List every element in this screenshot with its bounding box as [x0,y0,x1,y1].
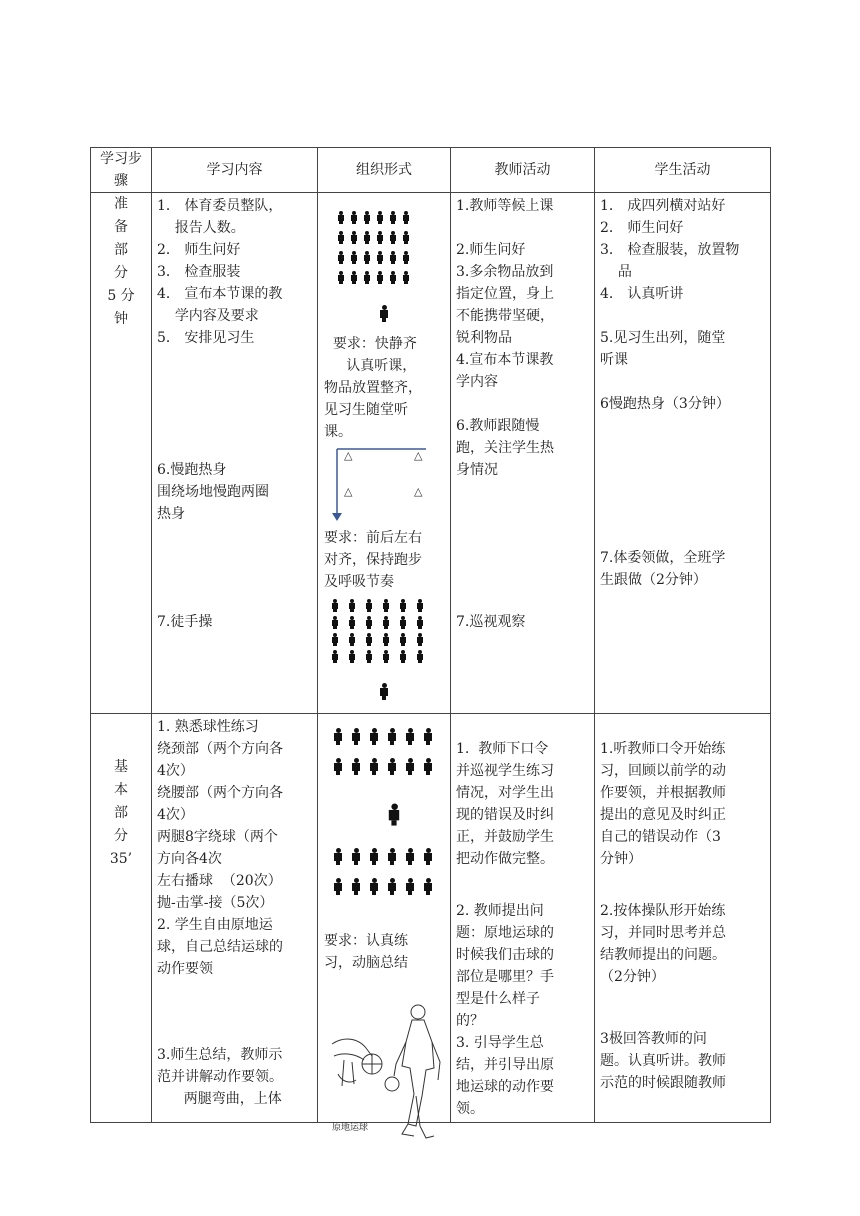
student-figure [332,599,338,612]
student-figure [366,650,372,663]
student-figure [334,848,342,865]
student-figure [370,848,378,865]
student-figure [364,211,370,224]
basic-teacher-cell [451,714,595,1123]
student-figure [370,878,378,895]
cone-triangle: △ [414,485,423,498]
student-figure [351,271,357,284]
header-content: 学习内容 [152,148,318,193]
student-figure [390,271,396,284]
student-figure [377,271,383,284]
student-figure [332,616,338,629]
student-figure [349,616,355,629]
prep-teacher-cell [451,193,595,714]
student-figure [383,616,389,629]
student-figure [424,878,432,895]
basic-org-cell [318,714,451,1133]
student-figure [351,231,357,244]
student-figure [377,231,383,244]
header-teacher: 教师活动 [451,148,595,193]
student-figure [351,251,357,264]
prep-step-line: 部 [114,242,128,258]
student-figure [377,211,383,224]
basic-teacher-figure [389,803,399,825]
student-figure [370,728,378,745]
student-figure [388,848,396,865]
header-student: 学生活动 [595,148,771,193]
prep-teacher-c: 6.教师跟随慢 跑，关注学生热 身情况 [456,418,554,478]
prep-content-a: 1． 体育委员整队， 报告人数。 2． 师生问好 3． 检查服装 4． 宣布本节课的教 学内容及要求 5． 安排见习生 [157,198,283,346]
basic-org-req: 要求：认真练 习，动脑总结 [324,933,408,971]
prep-org-req2: 要求：前后左右 对齐，保持跑步 及呼吸节奏 [324,530,422,590]
basic-step-cell [91,714,152,1123]
basic-student-c: 3极回答教师的问 题。认真听讲。教师 示范的时候跟随教师 [600,1031,726,1091]
student-figure [352,848,360,865]
basic-content-a: 1. 熟悉球性练习 绕颈部（两个方向各 4次） 绕腰部（两个方向各 4次） 两腿8字绕球（两个 方向各4次 左右播球 （20次） 抛-击掌-接（5次） 2. 学生自由原地运 球，自己总结运球的 动作要领 [157,719,283,977]
student-figure [417,616,423,629]
student-figure [406,728,414,745]
student-figure [406,848,414,865]
basic-student-b: 2.按体操队形开始练 习，并同时思考并总 结教师提出的问题。 （2分钟） [600,903,726,985]
student-figure [403,231,409,244]
basic-row [91,714,771,1123]
prep-step-line: 5 分 [107,288,135,304]
student-figure [388,878,396,895]
student-figure [334,758,342,775]
student-figure [424,758,432,775]
student-figure [352,758,360,775]
prep-row [91,193,771,714]
student-figure [349,650,355,663]
prep-org-req1: 要求：快静齐 认真听课， 物品放置整齐， 见习生随堂听 课。 [324,336,422,440]
student-figure [364,251,370,264]
student-figure [417,650,423,663]
basic-step-line: 部 [114,805,128,821]
student-figure [390,211,396,224]
student-figure [352,728,360,745]
prep-step-line: 分 [114,265,128,281]
student-figure [383,650,389,663]
prep-step-line: 钟 [114,311,128,327]
basic-student-cell [595,714,771,1123]
student-figure [383,633,389,646]
student-figure [424,728,432,745]
student-figure [388,758,396,775]
prep-student-a: 1． 成四列横对站好 2． 师生问好 3． 检查服装，放置物 品 4． 认真听讲 [600,198,740,302]
student-figure [334,728,342,745]
cone-triangle: △ [344,485,353,498]
cone-triangle: △ [344,449,353,462]
student-figure [349,599,355,612]
basic-teacher-a: 1. 教师下口令 并巡视学生练习 情况，对学生出 现的错误及时纠 正，并鼓励学生 把动作做完整。 [456,741,554,867]
student-figure [352,878,360,895]
prep-content-b: 6.慢跑热身 围绕场地慢跑两圈 热身 [157,462,269,522]
cone-triangle: △ [414,449,423,462]
student-figure [351,211,357,224]
student-figure [424,848,432,865]
prep-org-cell [318,193,451,714]
student-figure [364,231,370,244]
run-route-diagram [318,443,451,523]
header-org: 组织形式 [318,148,451,193]
prep-teacher-d: 7.巡视观察 [456,614,526,630]
student-figure [400,650,406,663]
student-figure [390,231,396,244]
student-figure [338,231,344,244]
student-figure [366,599,372,612]
prep-leader-figure [380,683,388,700]
student-figure [403,271,409,284]
prep-student-cell [595,193,771,714]
student-figure [349,633,355,646]
student-figure [390,251,396,264]
prep-step-line: 备 [114,219,128,235]
student-figure [406,878,414,895]
student-figure [403,211,409,224]
basic-step-line: 35’ [109,851,133,867]
lesson-plan-table [90,147,771,1133]
prep-step-line: 准 [114,196,128,212]
student-figure [388,728,396,745]
prep-teacher-b: 2.师生问好 3.多余物品放到 指定位置，身上 不能携带坚硬， 锐利物品 4.宣布本节课教 学内容 [456,242,554,390]
prep-content-c: 7.徒手操 [157,614,213,630]
prep-teacher-figure [380,305,388,322]
student-figure [403,251,409,264]
student-figure [377,251,383,264]
student-figure [364,271,370,284]
student-figure [383,599,389,612]
header-row [91,148,771,193]
student-figure [332,650,338,663]
basic-teacher-b: 2. 教师提出问 题：原地运球的 时候我们击球的 部位是哪里？手 型是什么样子 的？ 3. 引导学生总 结，并引导出原 地运球的动作要 领。 [456,903,554,1117]
basic-step-line: 分 [114,828,128,844]
prep-student-d: 7.体委领做，全班学 生跟做（2分钟） [600,550,726,588]
student-figure [338,271,344,284]
student-figure [400,599,406,612]
prep-content-cell [152,193,318,714]
prep-student-c: 6慢跑热身（3分钟） [600,396,730,412]
basic-step-line: 基 [114,759,128,775]
student-figure [400,616,406,629]
student-figure [366,616,372,629]
basic-content-cell [152,714,318,1123]
student-figure [406,758,414,775]
student-figure [366,633,372,646]
header-step: 学习步骤 [91,148,152,193]
dribble-illustration [322,1004,450,1144]
basic-content-b: 3.师生总结，教师示 范并讲解动作要领。 两腿弯曲，上体 [157,1047,283,1107]
student-figure [338,211,344,224]
student-figure [417,599,423,612]
prep-step-cell [91,193,152,714]
student-figure [370,758,378,775]
prep-teacher-a: 1.教师等候上课 [456,198,554,214]
student-figure [417,633,423,646]
student-figure [332,633,338,646]
illus-caption: 原地运球 [332,1123,369,1133]
student-figure [338,251,344,264]
basic-step-line: 本 [114,782,128,798]
student-figure [334,878,342,895]
student-figure [400,633,406,646]
basic-student-a: 1.听教师口令开始练 习，回顾以前学的动 作要领，并根据教师 提出的意见及时纠正 自己的错误动作（3 分钟） [600,741,726,867]
prep-student-b: 5.见习生出列，随堂 听课 [600,330,726,368]
